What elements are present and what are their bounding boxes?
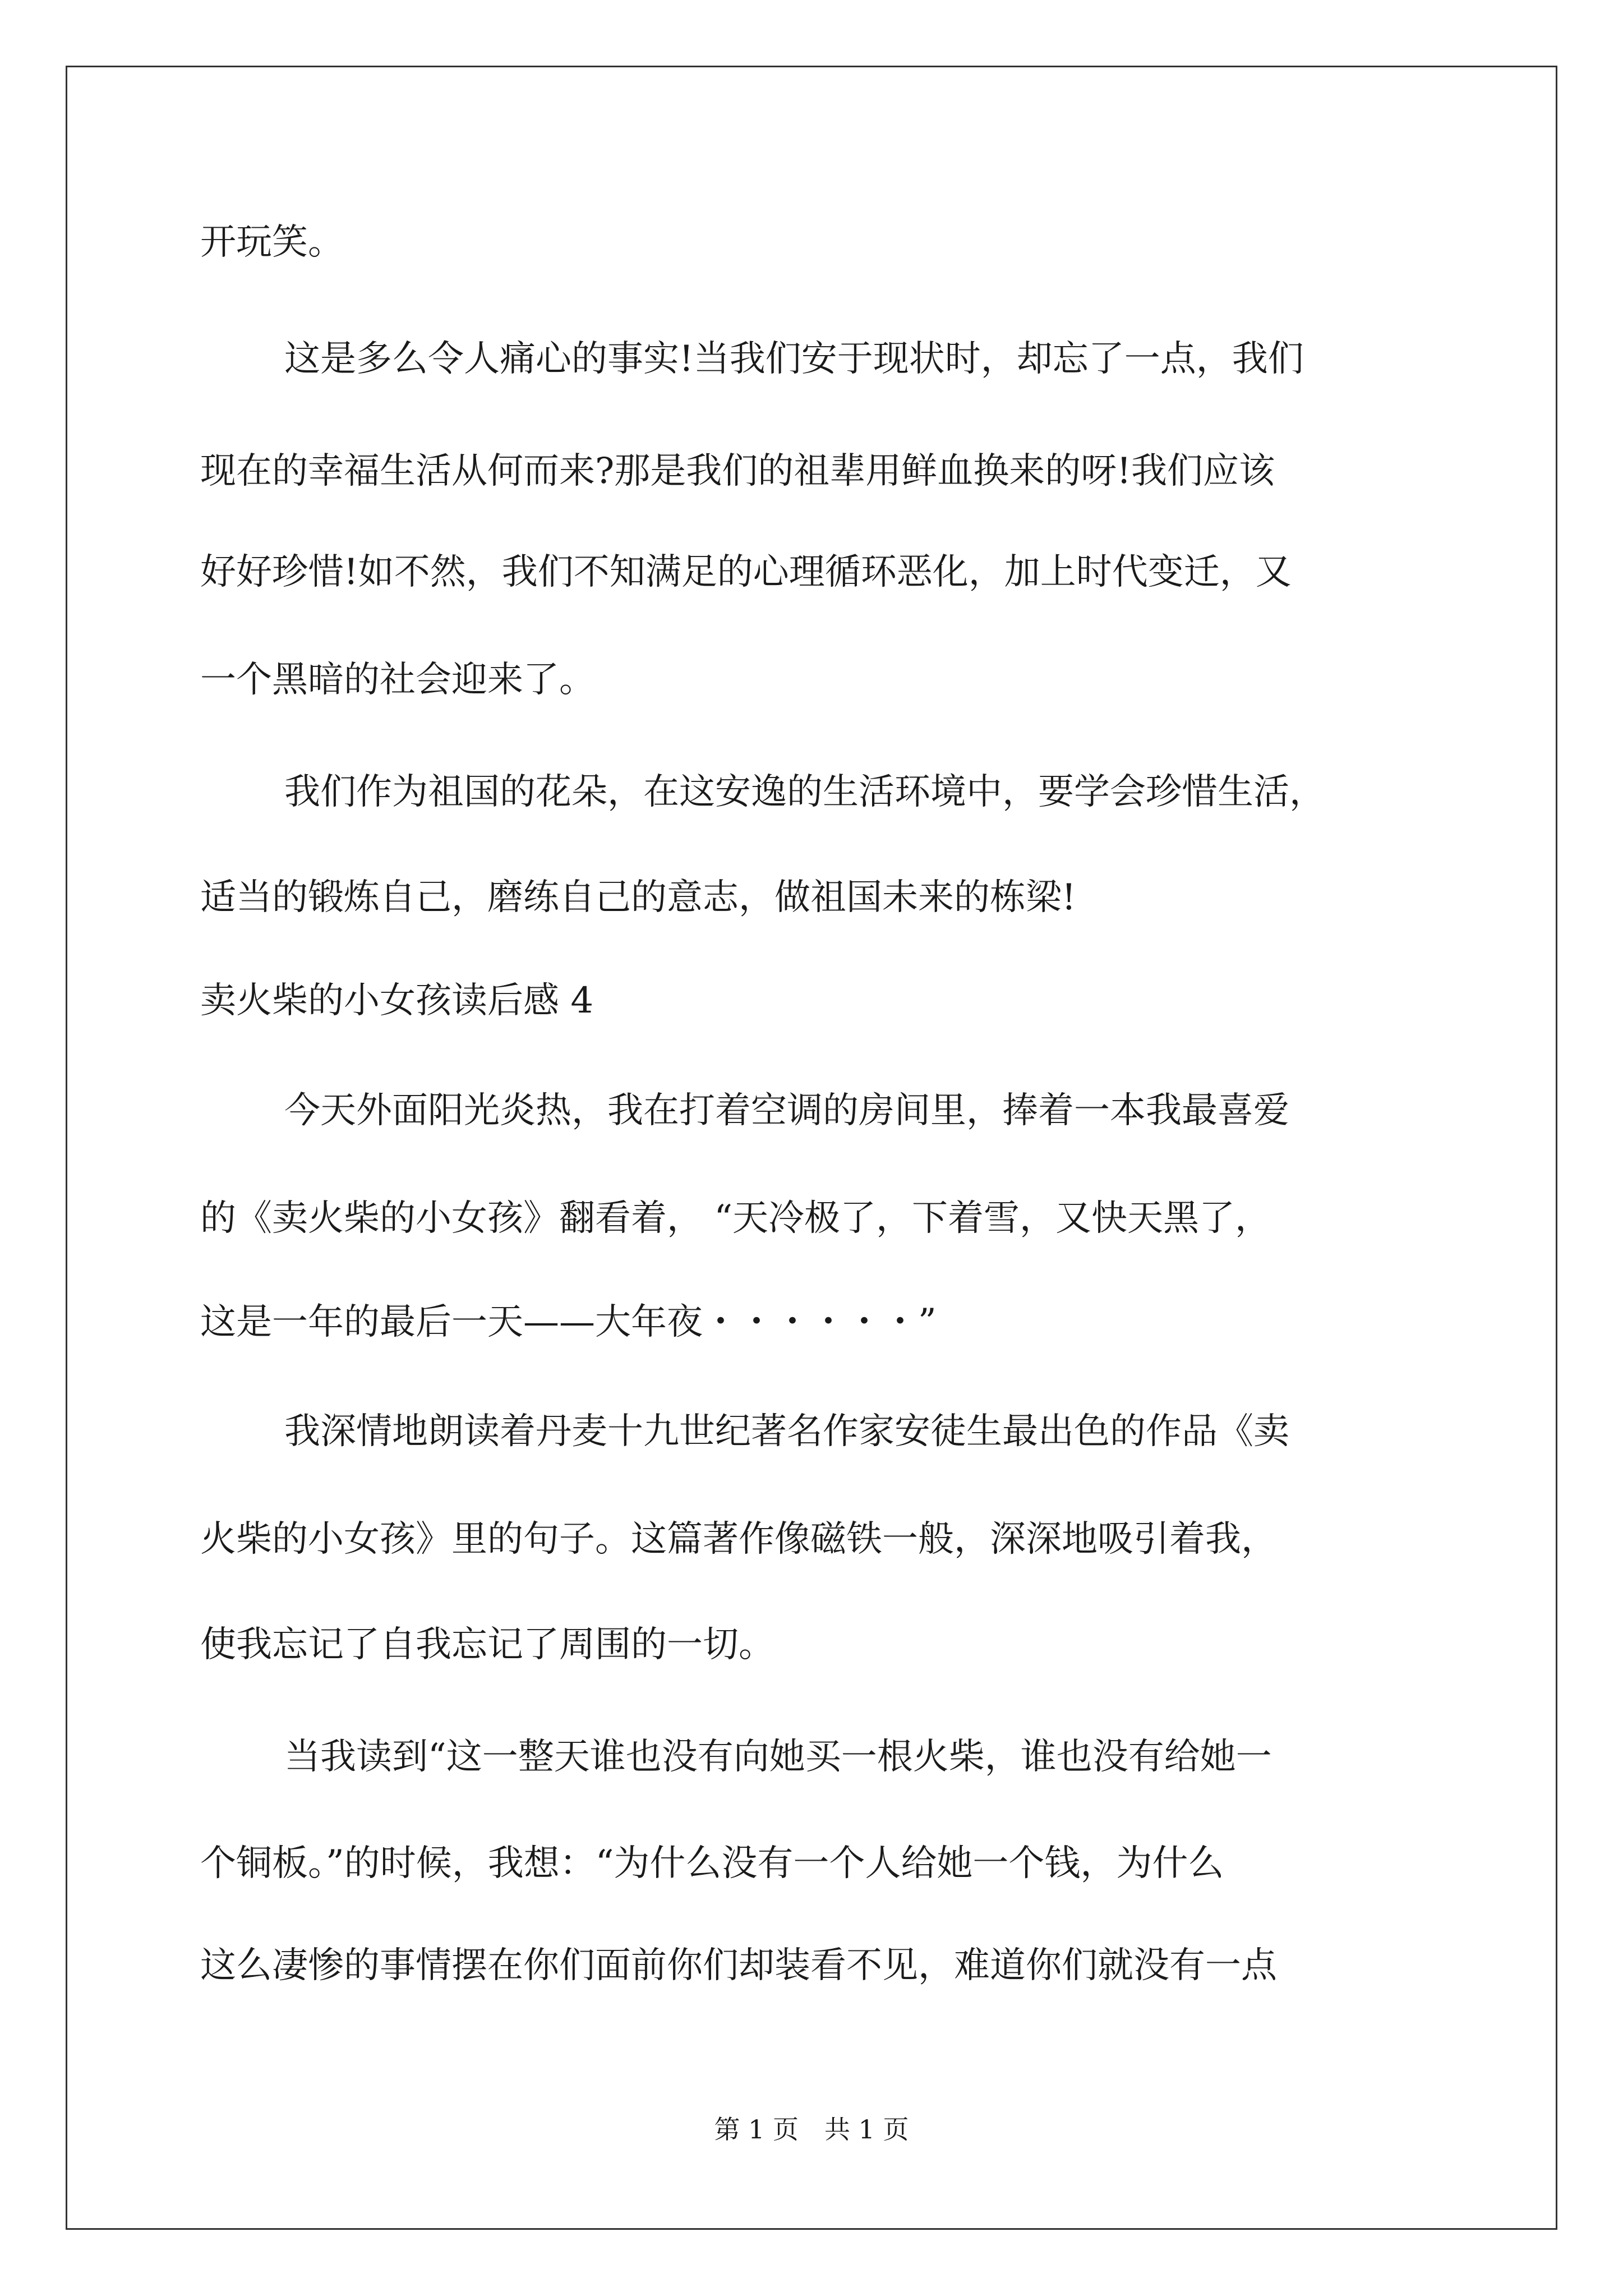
text-line: 我深情地朗读着丹麦十九世纪著名作家安徒生最出色的作品《卖 xyxy=(284,1411,1289,1452)
text-line: 火柴的小女孩》里的句子。这篇著作像磁铁一般，深深地吸引着我， xyxy=(200,1519,1277,1560)
text-line: 这是一年的最后一天——大年夜・・・・・・” xyxy=(200,1301,937,1343)
text-line: 适当的锻炼自己，磨练自己的意志，做祖国未来的栋梁! xyxy=(200,877,1076,918)
page-footer: 第 1 页 共 1 页 xyxy=(714,2114,909,2145)
text-line: 开玩笑。 xyxy=(200,222,344,263)
section-heading: 卖火柴的小女孩读后感 4 xyxy=(200,980,594,1022)
text-line: 现在的幸福生活从何而来?那是我们的祖辈用鲜血换来的呀!我们应该 xyxy=(200,450,1275,492)
text-line: 今天外面阳光炎热，我在打着空调的房间里，捧着一本我最喜爱 xyxy=(284,1090,1289,1131)
text-line: 一个黑暗的社会迎来了。 xyxy=(200,659,595,701)
text-line: 使我忘记了自我忘记了周围的一切。 xyxy=(200,1624,774,1665)
text-line: 好好珍惜!如不然，我们不知满足的心理循环恶化，加上时代变迁，又 xyxy=(200,551,1292,593)
text-line: 的《卖火柴的小女孩》翻看着， “天冷极了，下着雪，又快天黑了， xyxy=(200,1198,1271,1239)
text-line: 这是多么令人痛心的事实!当我们安于现状时，却忘了一点，我们 xyxy=(284,338,1304,380)
page-border xyxy=(66,66,1557,2230)
text-line: 个铜板。”的时候，我想：“为什么没有一个人给她一个钱，为什么 xyxy=(200,1843,1224,1884)
text-line: 我们作为祖国的花朵，在这安逸的生活环境中，要学会珍惜生活， xyxy=(284,771,1325,813)
text-line: 这么凄惨的事情摆在你们面前你们却装看不见，难道你们就没有一点 xyxy=(200,1945,1277,1986)
text-line: 当我读到“这一整天谁也没有向她买一根火柴，谁也没有给她一 xyxy=(284,1736,1272,1778)
